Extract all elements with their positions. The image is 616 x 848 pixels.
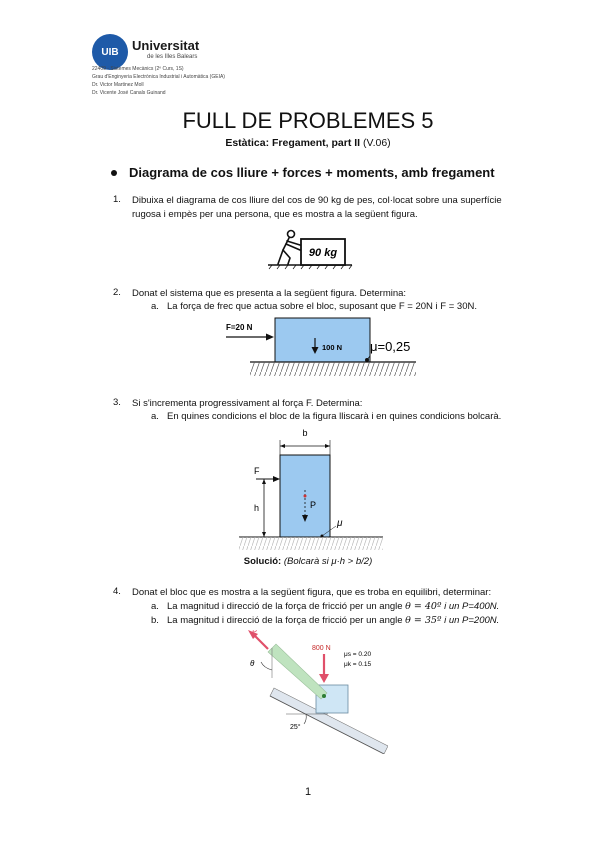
- weight-label: 800 N: [312, 645, 331, 652]
- author-1: Dr. Victor Martinez Moll: [92, 82, 144, 88]
- ground-hatch: [239, 537, 383, 550]
- f-arrow-head: [273, 476, 280, 482]
- problem-2-text: Donat el sistema que es presenta a la següent figura. Determina:: [132, 288, 407, 299]
- page-title: FULL DE PROBLEMES 5: [182, 108, 434, 133]
- problem-4-number: 4.: [113, 586, 121, 597]
- p-arrow-line: [254, 635, 268, 649]
- force-label: F=20 N: [226, 323, 253, 332]
- problem-1-figure: [268, 228, 354, 270]
- force-arrow-head: [266, 334, 274, 341]
- b-arrow-right: [325, 444, 330, 448]
- sub-a-math: θ = 40º: [405, 601, 442, 612]
- h-arrow-bottom: [262, 532, 266, 537]
- theta-arc: [261, 662, 272, 670]
- subtitle-bold: Estàtica: Fregament, part II: [225, 137, 361, 149]
- solution-label: Solució:: [243, 556, 282, 567]
- h-label: h: [254, 503, 260, 513]
- problem-1-line-1: Dibuixa el diagrama de cos lliure del cos de 90 kg de pes, col·locat sobre una superfície: [132, 195, 502, 206]
- b-label: b: [302, 428, 308, 438]
- block: [275, 318, 370, 362]
- author-2: Dr. Vicente José Canals Guinand: [92, 90, 166, 96]
- section-heading: [111, 165, 495, 180]
- f-label: F: [254, 466, 260, 476]
- course-line: 22409 - Sistemes Mecànics (2º Curs, 1S): [92, 66, 184, 72]
- muk-label: μk = 0.15: [344, 661, 372, 668]
- box-label: 90 kg: [308, 247, 338, 259]
- sub-b-post: i un P=200N.: [444, 615, 500, 626]
- angle-arc: [304, 714, 306, 724]
- weight-arrow-head: [319, 674, 329, 683]
- problem-1-number: 1.: [113, 194, 121, 205]
- p-label: P: [310, 500, 317, 510]
- degree-line: Grau d'Enginyeria Electrònica Industrial i Automàtica (GEIA): [92, 74, 225, 80]
- university-name: Universitat: [132, 38, 200, 53]
- problem-1-line-2: rugosa i empès per una persona, que es mostra a la següent figura.: [132, 209, 418, 220]
- person-icon: [278, 231, 300, 265]
- problem-3-number: 3.: [113, 397, 121, 408]
- subtitle-version: (V.06): [363, 137, 391, 149]
- center-of-mass-point: [304, 495, 307, 498]
- sub-a-pre: La magnitud i direcció de la força de fricció per un angle: [167, 601, 403, 612]
- problem-2-sub-a-letter: a.: [151, 301, 159, 312]
- problem-4-figure: [228, 630, 388, 754]
- problem-3-solution: [0, 556, 616, 567]
- problem-4-sub-b-letter: b.: [151, 615, 159, 626]
- problem-4-sub-a: [167, 600, 499, 613]
- bullet-icon: [111, 170, 117, 176]
- problem-4-text: Donat el bloc que es mostra a la següent figura, que es troba en equilibri, determinar:: [132, 587, 492, 598]
- b-arrow-left: [280, 444, 285, 448]
- ground-hatch: [250, 362, 416, 376]
- rod-pin: [322, 694, 326, 698]
- problem-2-figure: [226, 316, 426, 380]
- logo-mark: UIB: [101, 46, 119, 58]
- weight-label: 100 N: [322, 343, 343, 352]
- angle-label: 25°: [290, 724, 301, 731]
- sub-b-math: θ = 35º: [405, 615, 442, 626]
- solution-text: (Bolcarà si μ·h > b/2): [283, 556, 373, 567]
- problem-2-number: 2.: [113, 287, 121, 298]
- section-title: Diagrama de cos lliure + forces + moments, amb fregament: [129, 165, 495, 180]
- mu-label: μ: [337, 518, 343, 529]
- page-subtitle: [0, 137, 616, 149]
- university-subname: de les Illes Balears: [147, 54, 198, 60]
- page-number: 1: [304, 786, 312, 798]
- theta-label: θ: [250, 659, 255, 668]
- p-label: P: [252, 630, 257, 636]
- problem-3-sub-a: En quines condicions el bloc de la figura lliscarà i en quines condicions bolcarà.: [167, 411, 502, 422]
- sub-a-post: i un P=400N.: [444, 601, 500, 612]
- problem-4-sub-b: [167, 614, 499, 627]
- problem-3-text: Si s'incrementa progressivament al força F. Determina:: [132, 398, 363, 409]
- problem-4-sub-a-letter: a.: [151, 601, 159, 612]
- sub-b-pre: La magnitud i direcció de la força de fricció per un angle: [167, 615, 403, 626]
- mu-label: μ=0,25: [370, 339, 411, 354]
- problem-2-sub-a: La força de frec que actua sobre el bloc, suposant que F = 20N i F = 30N.: [167, 301, 477, 312]
- university-logo-icon: [92, 34, 128, 70]
- mus-label: μs = 0.20: [344, 651, 372, 658]
- problem-3-sub-a-letter: a.: [151, 411, 159, 422]
- problem-3-figure: [236, 426, 386, 554]
- h-arrow-top: [262, 479, 266, 484]
